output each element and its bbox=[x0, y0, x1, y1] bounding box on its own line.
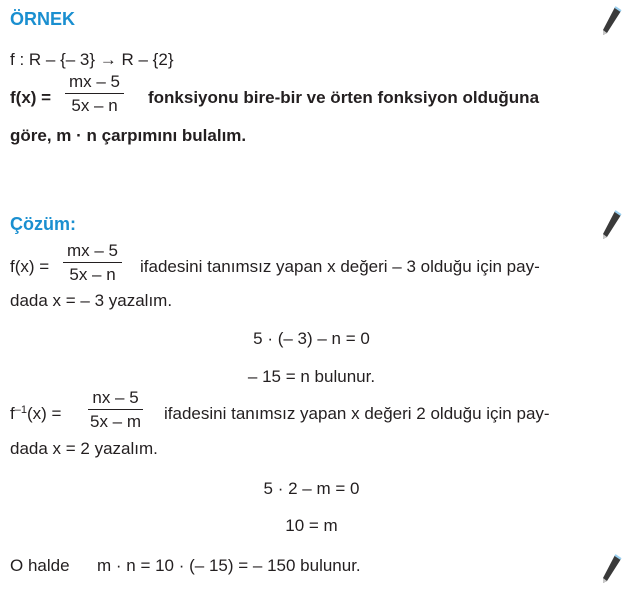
step2-text: ifadesini tanımsız yapan x değeri 2 olduğu için pay- bbox=[164, 404, 550, 423]
example-heading: ÖRNEK bbox=[10, 9, 76, 29]
inverse-superscript: –1 bbox=[14, 404, 27, 416]
fraction-denominator: 5x – n bbox=[71, 96, 118, 115]
step2-continuation: dada x = 2 yazalım. bbox=[10, 439, 158, 458]
pencil-icon bbox=[600, 554, 622, 584]
conclusion: m · n = 10 · (– 15) = – 150 bulunur. bbox=[97, 556, 361, 575]
inverse-f-label bbox=[10, 405, 61, 422]
pencil-icon bbox=[600, 210, 622, 240]
fraction-numerator: mx – 5 bbox=[65, 73, 124, 94]
question-line-1: fonksiyonu bire-bir ve örten fonksiyon olduğuna bbox=[148, 88, 540, 107]
step1-continuation: dada x = – 3 yazalım. bbox=[10, 291, 173, 310]
fraction-denominator: 5x – m bbox=[90, 412, 142, 431]
inverse-fraction bbox=[86, 389, 145, 430]
fraction-numerator: nx – 5 bbox=[88, 389, 142, 410]
step1-text: ifadesini tanımsız yapan x değeri – 3 olduğu için pay- bbox=[140, 257, 540, 276]
equation-3: 5 · 2 – m = 0 bbox=[263, 479, 360, 498]
solution-f-fraction bbox=[63, 242, 122, 283]
inverse-f-rest: (x) = bbox=[26, 404, 62, 423]
equation-1: 5 · (– 3) – n = 0 bbox=[253, 329, 370, 348]
fraction-numerator: mx – 5 bbox=[63, 242, 122, 263]
equation-2: – 15 = n bulunur. bbox=[247, 367, 376, 386]
equation-4: 10 = m bbox=[285, 516, 338, 535]
example-f-label: f(x) = bbox=[10, 88, 52, 107]
conclusion-prefix: O halde bbox=[10, 556, 70, 575]
pencil-icon bbox=[600, 6, 622, 36]
function-mapping: f : R – {– 3} → R – {2} bbox=[10, 50, 174, 69]
fraction-denominator: 5x – n bbox=[69, 265, 116, 284]
inverse-f-symbol: f bbox=[10, 404, 15, 423]
solution-heading: Çözüm: bbox=[10, 214, 76, 234]
question-line-2: göre, m · n çarpımını bulalım. bbox=[10, 126, 247, 145]
solution-f-label: f(x) = bbox=[10, 257, 50, 276]
example-fraction bbox=[65, 73, 124, 114]
